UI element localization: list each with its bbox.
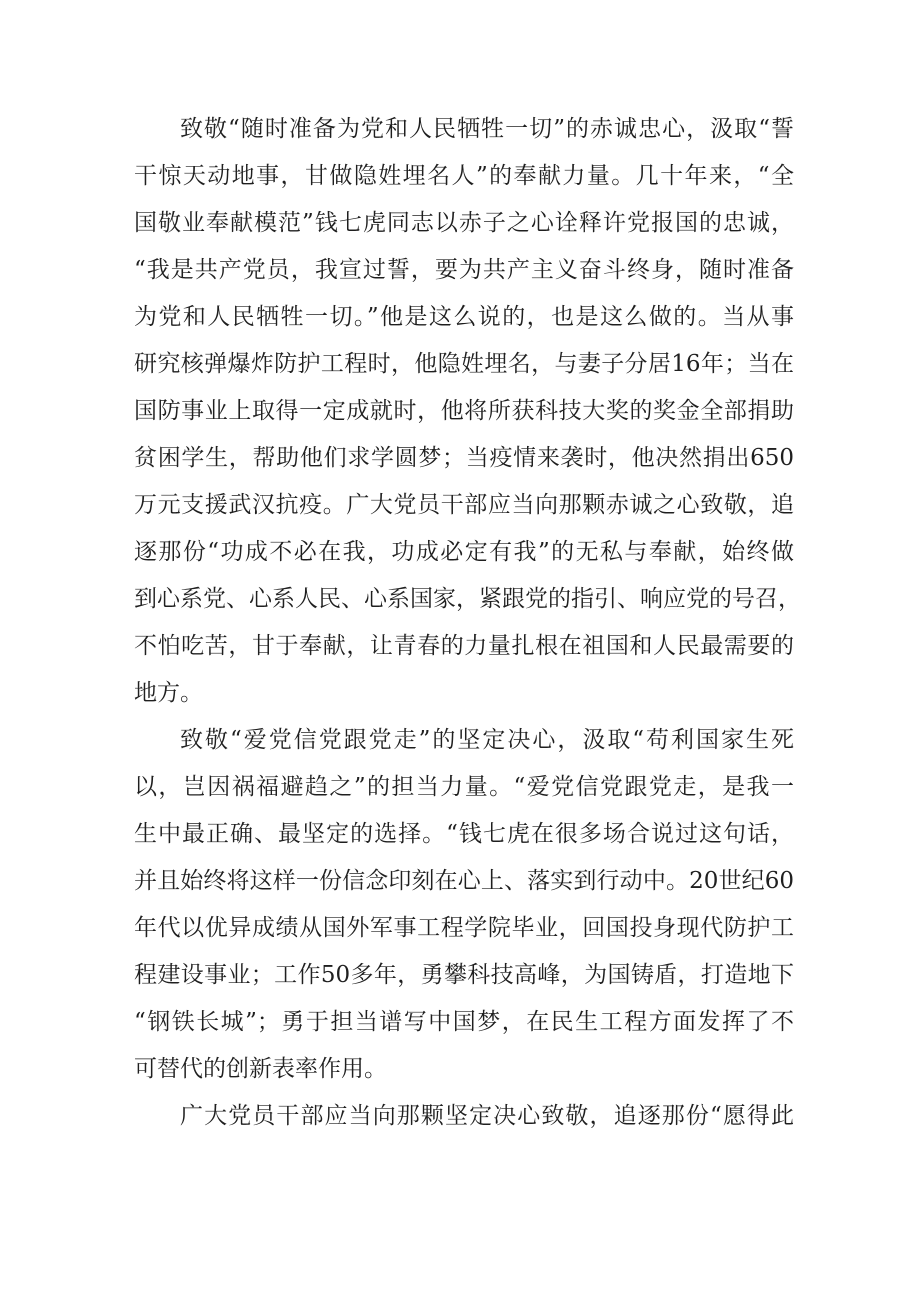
text-line: 逐那份“功成不必在我，功成必定有我”的无私与奉献，始终做: [134, 539, 794, 565]
text-line: 国防事业上取得一定成就时，他将所获科技大奖的奖金全部捐助: [134, 398, 794, 424]
text-line: 到心系党、心系人民、心系国家，紧跟党的指引、响应党的号召，: [134, 586, 801, 612]
text-line: 研究核弹爆炸防护工程时，他隐姓埋名，与妻子分居16年；当在: [134, 351, 794, 377]
text-line: “钢铁长城”；勇于担当谱写中国梦，在民生工程方面发挥了不: [134, 1009, 794, 1035]
text-line: 万元支援武汉抗疫。广大党员干部应当向那颗赤诚之心致敬，追: [134, 492, 794, 518]
text-line: 致敬“爱党信党跟党走”的坚定决心，汲取“苟利国家生死: [180, 727, 794, 753]
text-line: 为党和人民牺牲一切。”他是这么说的，也是这么做的。当从事: [134, 304, 794, 330]
text-line: 可替代的创新表率作用。: [134, 1056, 387, 1082]
text-line: 生中最正确、最坚定的选择。“钱七虎在很多场合说过这句话，: [134, 821, 794, 847]
text-line: 国敬业奉献模范”钱七虎同志以赤子之心诠释许党报国的忠诚，: [134, 210, 794, 236]
text-line: 程建设事业；工作50多年，勇攀科技高峰，为国铸盾，打造地下: [134, 962, 794, 988]
text-line: 年代以优异成绩从国外军事工程学院毕业，回国投身现代防护工: [134, 915, 794, 941]
text-line: 干惊天动地事，甘做隐姓埋名人”的奉献力量。几十年来，“全: [134, 163, 794, 189]
text-line: “我是共产党员，我宣过誓，要为共产主义奋斗终身，随时准备: [134, 257, 794, 283]
text-line: 广大党员干部应当向那颗坚定决心致敬，追逐那份“愿得此: [180, 1103, 794, 1129]
text-line: 并且始终将这样一份信念印刻在心上、落实到行动中。20世纪60: [134, 868, 794, 894]
document-body: [134, 106, 801, 1140]
paragraph-1: [134, 106, 801, 717]
paragraph-3: [134, 1093, 794, 1140]
text-line: 致敬“随时准备为党和人民牺牲一切”的赤诚忠心，汲取“誓: [180, 116, 794, 142]
text-line: 以，岂因祸福避趋之”的担当力量。“爱党信党跟党走，是我一: [134, 774, 794, 800]
text-line: 地方。: [134, 680, 203, 706]
paragraph-2: [134, 717, 794, 1093]
text-line: 贫困学生，帮助他们求学圆梦；当疫情来袭时，他决然捐出650: [134, 445, 794, 471]
text-line: 不怕吃苦，甘于奉献，让青春的力量扎根在祖国和人民最需要的: [134, 633, 794, 659]
